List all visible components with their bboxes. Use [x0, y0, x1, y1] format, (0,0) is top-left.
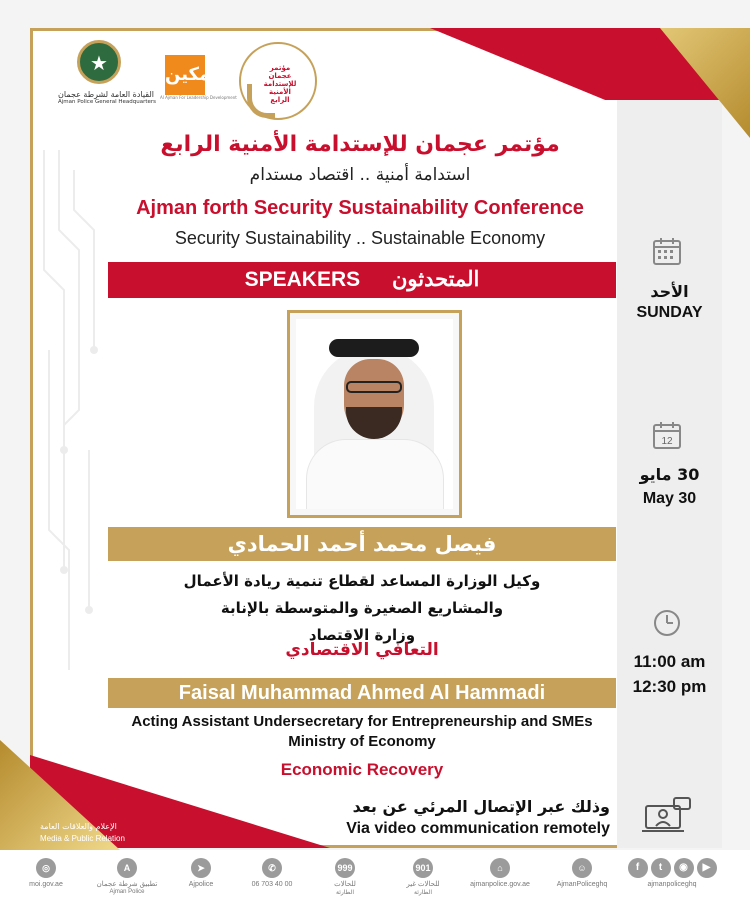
video-call-icon — [642, 796, 692, 836]
footer-item-snapchat[interactable] — [548, 858, 616, 889]
media-department-ar: الإعلام والعلاقات العامة — [40, 822, 117, 831]
footer-item-emergency[interactable] — [322, 858, 368, 896]
speaker-position-ar-line3: وزارة الاقتصاد — [308, 626, 416, 644]
event-date-en: May 30 — [642, 490, 697, 507]
tamkeen-logo — [160, 55, 237, 113]
conference-logo-text: مؤتمر عجمان للإستدامة الأمنية الرابع — [263, 64, 297, 104]
footer-label: Ajpolice — [188, 881, 214, 888]
remote-note-en: Via video communication remotely — [346, 820, 610, 837]
police-logo-text-en: Ajman Police General Headquarters — [58, 99, 157, 105]
tamkeen-mark: تمكين — [165, 55, 205, 95]
tamkeen-caption: Al Ajman For Leadership Development — [160, 95, 237, 100]
calendar-icon — [652, 236, 682, 266]
footer-sublabel: Ajman Police — [109, 889, 145, 895]
conference-logo-circle — [239, 42, 317, 120]
media-department-en: Media & Public Relation — [40, 834, 125, 843]
footer-label: AjmanPoliceghq — [556, 881, 608, 888]
speaker-name-en: Faisal Muhammad Ahmed Al Hammadi — [108, 678, 616, 708]
conference-logo — [228, 42, 328, 120]
event-day-en: SUNDAY — [636, 304, 703, 321]
snapchat-icon: ☺ — [572, 858, 592, 878]
youtube-icon[interactable]: ▶ — [697, 858, 717, 878]
conference-subtitle-en: Security Sustainability .. Sustainable Economy — [174, 228, 546, 248]
footer-label: تطبيق شرطة عجمان — [96, 881, 158, 888]
phone-icon: ✆ — [262, 858, 282, 878]
speakers-banner — [108, 262, 616, 298]
contact-footer — [0, 852, 750, 910]
footer-sublabel: الطارئة — [413, 890, 433, 896]
speakers-label-en: SPEAKERS — [244, 268, 361, 291]
speaker-name-ar: فيصل محمد أحمد الحمادي — [108, 527, 616, 561]
footer-item-non-emergency[interactable] — [396, 858, 450, 896]
footer-label: moi.gov.ae — [29, 881, 63, 888]
app-icon: A — [117, 858, 137, 878]
speaker-topic-en: Economic Recovery — [280, 760, 444, 779]
social-handle[interactable]: ajmanpoliceghq — [647, 881, 697, 888]
home-icon: ⌂ — [490, 858, 510, 878]
speaker-position-ar — [108, 568, 616, 649]
speaker-position-en-line1: Acting Assistant Undersecretary for Entrepreneurship and SMEs — [131, 713, 593, 730]
calendar-date-number: 12 — [661, 436, 673, 447]
footer-item-phone[interactable] — [244, 858, 300, 889]
footer-item-app[interactable] — [96, 858, 158, 895]
speaker-position-en — [108, 712, 616, 752]
footer-item-homepage[interactable] — [462, 858, 538, 889]
event-date-ar: 30 مايو — [639, 465, 700, 484]
speaker-photo — [296, 319, 453, 509]
remote-note-ar: وذلك عبر الإتصال المرئي عن بعد — [352, 797, 610, 816]
circuit-pattern-decoration — [34, 150, 104, 670]
hand-icon — [247, 84, 275, 118]
calendar-date-icon — [652, 420, 682, 450]
footer-label: للحالات غير — [406, 881, 440, 888]
footer-label: ajmanpolice.gov.ae — [470, 881, 530, 888]
event-end-time: 12:30 pm — [632, 677, 707, 696]
footer-sublabel: الطارئة — [335, 890, 355, 896]
telegram-icon: ➤ — [191, 858, 211, 878]
speaker-photo-frame — [287, 310, 462, 518]
speaker-position-ar-line1: وكيل الوزارة المساعد لقطاع تنمية ريادة الأعمال — [183, 572, 541, 590]
instagram-icon[interactable]: ◉ — [674, 858, 694, 878]
footer-label: 06 703 40 00 — [251, 881, 293, 888]
conference-title-ar: مؤتمر عجمان للإستدامة الأمنية الرابع — [160, 132, 560, 157]
speakers-label-ar: المتحدثون — [391, 268, 480, 291]
police-logo-text-ar: القيادة العامة لشرطة عجمان — [58, 90, 154, 99]
non-emergency-icon: 901 — [413, 858, 433, 878]
conference-subtitle-ar: استدامة أمنية .. اقتصاد مستدام — [249, 165, 471, 185]
footer-item-website[interactable] — [18, 858, 74, 889]
twitter-icon[interactable]: t — [651, 858, 671, 878]
conference-title-en: Ajman forth Security Sustainability Conference — [136, 197, 584, 219]
event-day-ar: الأحد — [650, 282, 689, 301]
police-emblem-icon — [77, 40, 121, 84]
ajman-police-logo — [58, 40, 157, 120]
speaker-position-en-line2: Ministry of Economy — [288, 733, 436, 750]
emergency-icon: 999 — [335, 858, 355, 878]
globe-icon: ◎ — [36, 858, 56, 878]
social-links — [622, 858, 722, 889]
facebook-icon[interactable]: f — [628, 858, 648, 878]
event-start-time: 11:00 am — [633, 652, 706, 671]
speaker-position-ar-line2: والمشاريع الصغيرة والمتوسطة بالإنابة — [220, 599, 504, 617]
footer-item-telegram[interactable] — [178, 858, 224, 889]
speaker-topic-ar: التعافي الاقتصادي — [285, 640, 439, 660]
footer-label: للحالات — [334, 881, 356, 888]
clock-icon — [652, 608, 682, 638]
